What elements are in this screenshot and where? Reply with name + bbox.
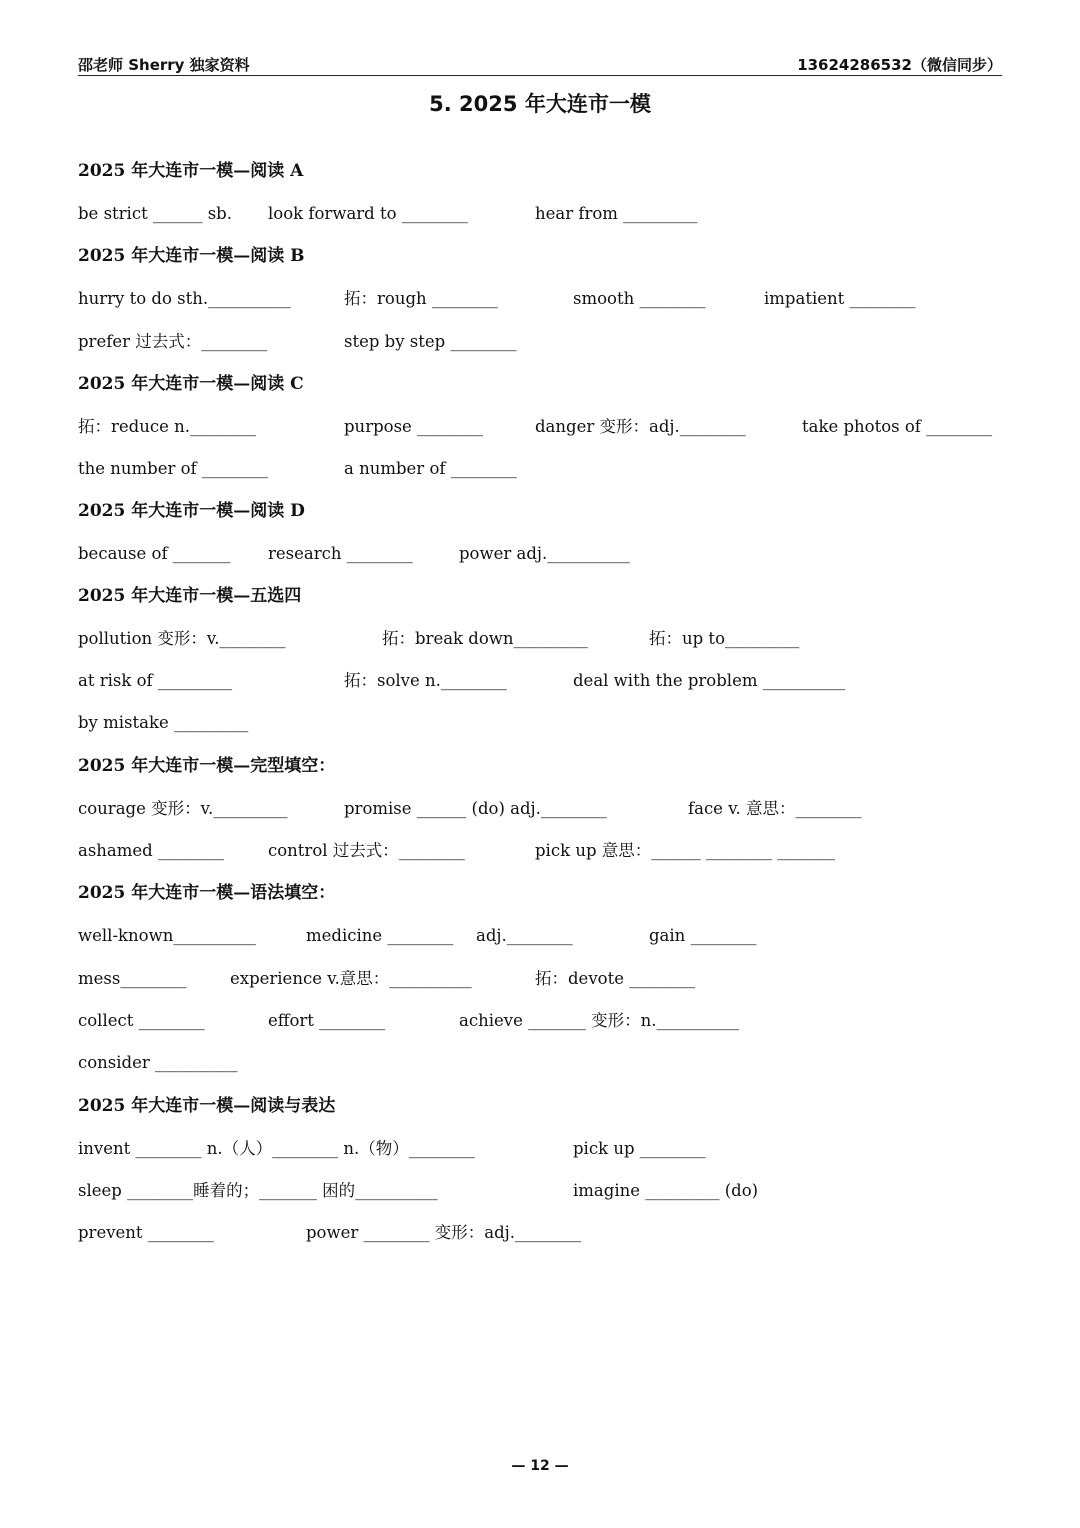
vocab-item: smooth ________ (573, 289, 706, 308)
vocab-item: 拓：solve n.________ (344, 671, 507, 690)
vocab-item: effort ________ (268, 1011, 386, 1030)
vocab-item: well-known__________ (78, 926, 256, 945)
vocab-item: purpose ________ (344, 417, 484, 436)
vocab-item: power ________ 变形：adj.________ (306, 1223, 582, 1242)
vocab-item: a number of ________ (344, 459, 517, 478)
section-heading: 2025 年大连市一模—语法填空： (78, 883, 336, 903)
vocab-item: 拓：reduce n.________ (78, 417, 256, 436)
vocab-item: impatient ________ (764, 289, 916, 308)
vocab-item: danger 变形：adj.________ (535, 417, 746, 436)
vocab-item: experience v.意思：__________ (230, 969, 472, 988)
page-number: — 12 — (511, 1458, 569, 1474)
vocab-item: mess________ (78, 969, 187, 988)
vocab-item: the number of ________ (78, 459, 268, 478)
header-rule (78, 75, 1002, 76)
vocab-item: consider __________ (78, 1053, 238, 1072)
vocab-item: achieve _______ 变形：n.__________ (459, 1011, 739, 1030)
vocab-item: at risk of _________ (78, 671, 233, 690)
vocab-item: by mistake _________ (78, 713, 249, 732)
section-heading: 2025 年大连市一模—阅读 D (78, 501, 305, 521)
vocab-item: control 过去式：________ (268, 841, 465, 860)
vocab-item: promise ______ (do) adj.________ (344, 799, 607, 818)
vocab-item: prefer 过去式：________ (78, 332, 268, 351)
vocab-item: look forward to ________ (268, 204, 468, 223)
vocab-item: collect ________ (78, 1011, 205, 1030)
section-heading: 2025 年大连市一模—阅读 C (78, 374, 304, 394)
vocab-item: step by step ________ (344, 332, 517, 351)
vocab-item: pollution 变形：v.________ (78, 629, 286, 648)
vocab-item: pick up ________ (573, 1139, 706, 1158)
vocab-item: hurry to do sth.__________ (78, 289, 291, 308)
vocab-item: take photos of ________ (802, 417, 993, 436)
section-heading: 2025 年大连市一模—五选四 (78, 586, 302, 606)
vocab-item: pick up 意思：______ ________ _______ (535, 841, 835, 860)
vocab-item: 拓：break down_________ (382, 629, 588, 648)
header-right: 13624286532（微信同步） (797, 56, 1002, 74)
vocab-item: sleep ________睡着的；_______ 困的__________ (78, 1181, 438, 1200)
section-heading: 2025 年大连市一模—阅读与表达 (78, 1096, 336, 1116)
vocab-item: invent ________ n.（人）________ n.（物）________ (78, 1139, 475, 1158)
header-left: 邵老师 Sherry 独家资料 (78, 56, 250, 74)
vocab-item: imagine _________ (do) (573, 1181, 759, 1200)
vocab-item: deal with the problem __________ (573, 671, 846, 690)
vocab-item: adj.________ (476, 926, 573, 945)
vocab-item: gain ________ (649, 926, 757, 945)
vocab-item: face v. 意思：________ (688, 799, 862, 818)
section-heading: 2025 年大连市一模—阅读 A (78, 161, 304, 181)
vocab-item: 拓：devote ________ (535, 969, 696, 988)
vocab-item: 拓：rough ________ (344, 289, 498, 308)
section-heading: 2025 年大连市一模—阅读 B (78, 246, 305, 266)
vocab-item: courage 变形：v._________ (78, 799, 288, 818)
vocab-item: medicine ________ (306, 926, 454, 945)
section-heading: 2025 年大连市一模—完型填空： (78, 756, 336, 776)
page-title: 5. 2025 年大连市一模 (429, 92, 651, 116)
vocab-item: because of _______ (78, 544, 231, 563)
vocab-item: hear from _________ (535, 204, 698, 223)
vocab-item: power adj.__________ (459, 544, 630, 563)
vocab-item: research ________ (268, 544, 413, 563)
vocab-item: prevent ________ (78, 1223, 214, 1242)
vocab-item: be strict ______ sb. (78, 204, 232, 223)
vocab-item: ashamed ________ (78, 841, 224, 860)
vocab-item: 拓：up to_________ (649, 629, 800, 648)
